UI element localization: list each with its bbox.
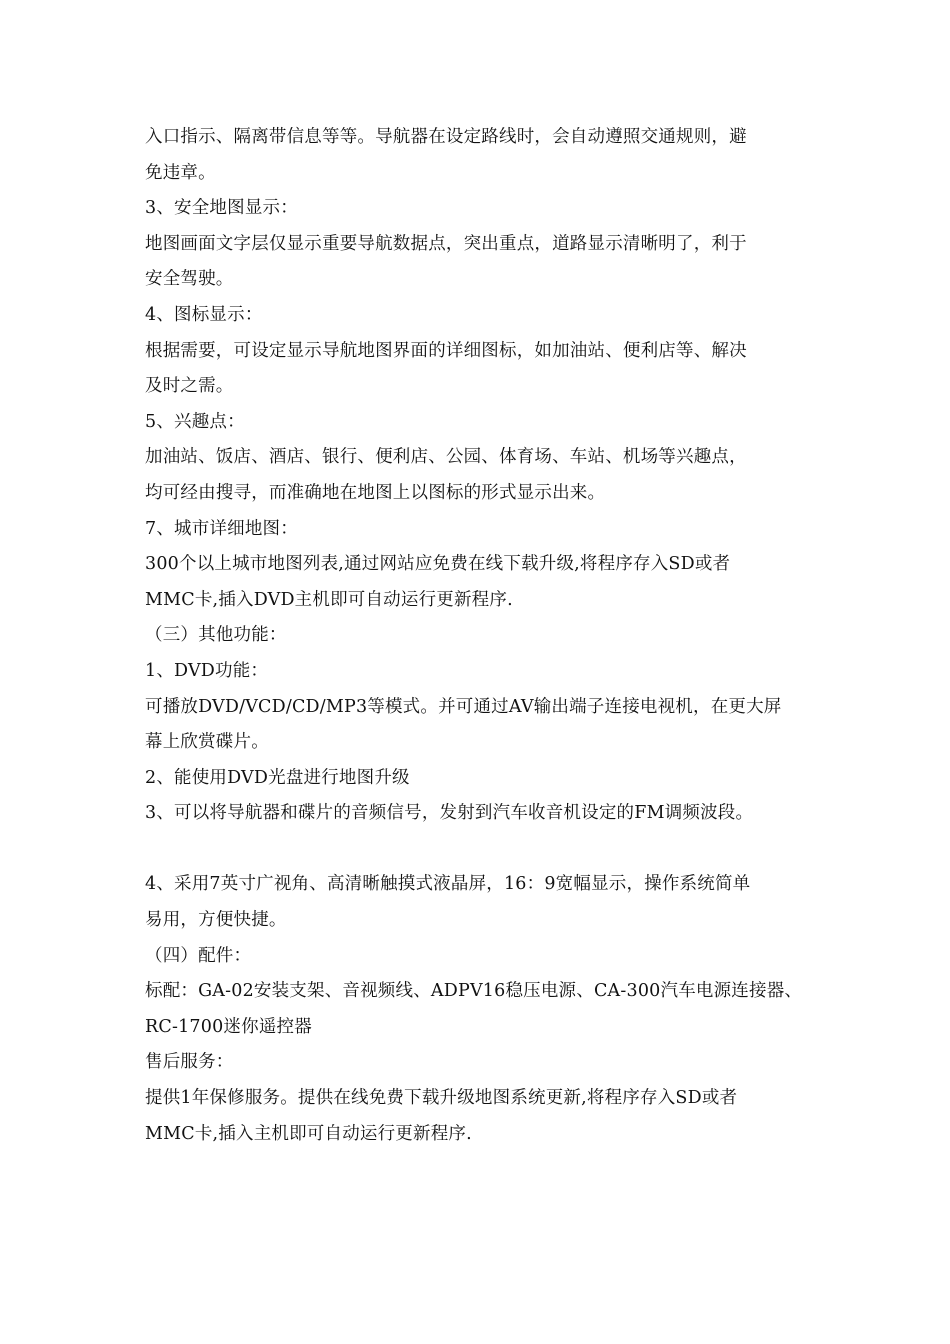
text-line: 3、可以将导航器和碟片的音频信号，发射到汽车收音机设定的FM调频波段。 [145, 803, 754, 824]
text-line: RC-1700迷你遥控器 [145, 1016, 312, 1037]
section-heading: 7、城市详细地图： [145, 518, 298, 539]
text-line: 均可经由搜寻，而准确地在地图上以图标的形式显示出来。 [145, 482, 606, 503]
text-line: 可播放DVD/VCD/CD/MP3等模式。并可通过AV输出端子连接电视机，在更大屏 [145, 696, 782, 717]
document-body [145, 120, 825, 1152]
text-line: 4、采用7英寸广视角、高清晰触摸式液晶屏，16：9宽幅显示，操作系统简单 [145, 874, 751, 895]
text-line: 易用，方便快捷。 [145, 910, 287, 931]
section-heading: 3、安全地图显示： [145, 198, 298, 219]
text-line: MMC卡,插入DVD主机即可自动运行更新程序. [145, 589, 513, 610]
section-heading: 5、兴趣点： [145, 411, 245, 432]
blank-line [145, 832, 825, 868]
text-line: 根据需要，可设定显示导航地图界面的详细图标，如加油站、便利店等、解决 [145, 340, 747, 361]
text-line: 提供1年保修服务。提供在线免费下载升级地图系统更新,将程序存入SD或者 [145, 1088, 738, 1109]
text-line: 幕上欣赏碟片。 [145, 732, 269, 753]
text-line: 免违章。 [145, 162, 216, 183]
section-heading: 1、DVD功能： [145, 660, 269, 681]
text-line: 2、能使用DVD光盘进行地图升级 [145, 767, 410, 788]
text-line: 地图画面文字层仅显示重要导航数据点，突出重点，道路显示清晰明了，利于 [145, 233, 747, 254]
text-line: 加油站、饭店、酒店、银行、便利店、公园、体育场、车站、机场等兴趣点， [145, 447, 747, 468]
text-line: 及时之需。 [145, 376, 234, 397]
section-heading: 4、图标显示： [145, 304, 263, 325]
text-line: 300个以上城市地图列表,通过网站应免费在线下载升级,将程序存入SD或者 [145, 554, 731, 575]
text-line: 标配：GA-02安装支架、音视频线、ADPV16稳压电源、CA-300汽车电源连接器、 [145, 981, 803, 1002]
section-heading: 售后服务： [145, 1052, 234, 1073]
chapter-heading: （三）其他功能： [145, 625, 287, 646]
text-line: 安全驾驶。 [145, 269, 234, 290]
chapter-heading: （四）配件： [145, 945, 252, 966]
text-line: MMC卡,插入主机即可自动运行更新程序. [145, 1123, 472, 1144]
text-line: 入口指示、隔离带信息等等。导航器在设定路线时，会自动遵照交通规则，避 [145, 127, 747, 147]
